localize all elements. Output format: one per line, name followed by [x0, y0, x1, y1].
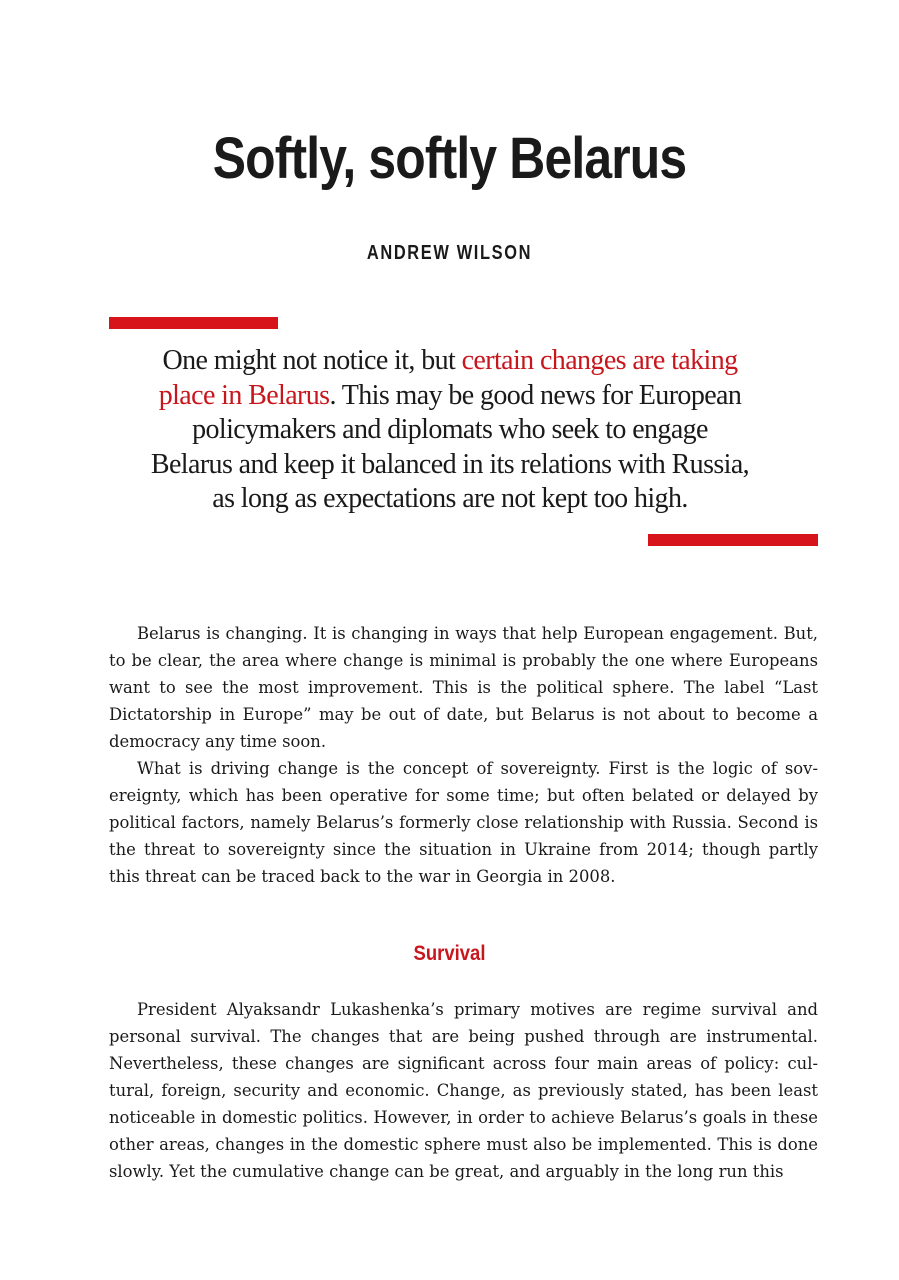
lead-accent-bar-top — [109, 317, 278, 329]
lead-paragraph — [150, 344, 750, 517]
section-paragraph-1: President Alyaksandr Lukashenka’s primary motives are regime survival and personal survival. The changes that are being pushed through are instrumental. Nevertheless, these changes are significant across four main areas of policy: cultural, foreign, security and economic. Change, as previously stated, has been least noticeable in domestic politics. However, in order to achieve Belarus’s goals in these other areas, changes in the domestic sphere must also be implemented. This is done slowly. Yet the cumulative change can be great, and arguably in the long run this — [109, 1000, 818, 1181]
lead-highlight: certain changes are taking place in Belarus — [158, 345, 738, 411]
article-title: Softly, softly Belarus — [212, 126, 687, 191]
section-body-text — [109, 996, 818, 1185]
lead-text-end: . This may be good news for European policymakers and diplomats who seek to engage Belarus and keep it balanced in its relations with Russia, as long as expectations are not kept too high. — [150, 379, 750, 514]
article-author: ANDREW WILSON — [366, 242, 533, 264]
lead-text-start: One might not notice it, but — [162, 345, 462, 376]
body-paragraph-2: What is driving change is the concept of sovereignty. First is the logic of sovereignty, which has been operative for some time; but often belated or delayed by political factors, namely Belarus’s formerly close relationship with Russia. Second is the threat to sovereignty since the situation in Ukraine from 2014; though partly this threat can be traced back to the war in Georgia in 2008. — [109, 759, 818, 886]
section-heading-survival: Survival — [413, 942, 486, 965]
lead-accent-bar-bottom — [648, 534, 818, 546]
body-paragraph-1: Belarus is changing. It is changing in ways that help European engagement. But, to be clear, the area where change is minimal is probably the one where Europeans want to see the most improvement. This is the political sphere. The label “Last Dictatorship in Europe” may be out of date, but Belarus is not about to become a democracy any time soon. — [109, 624, 818, 751]
body-text — [109, 620, 818, 890]
